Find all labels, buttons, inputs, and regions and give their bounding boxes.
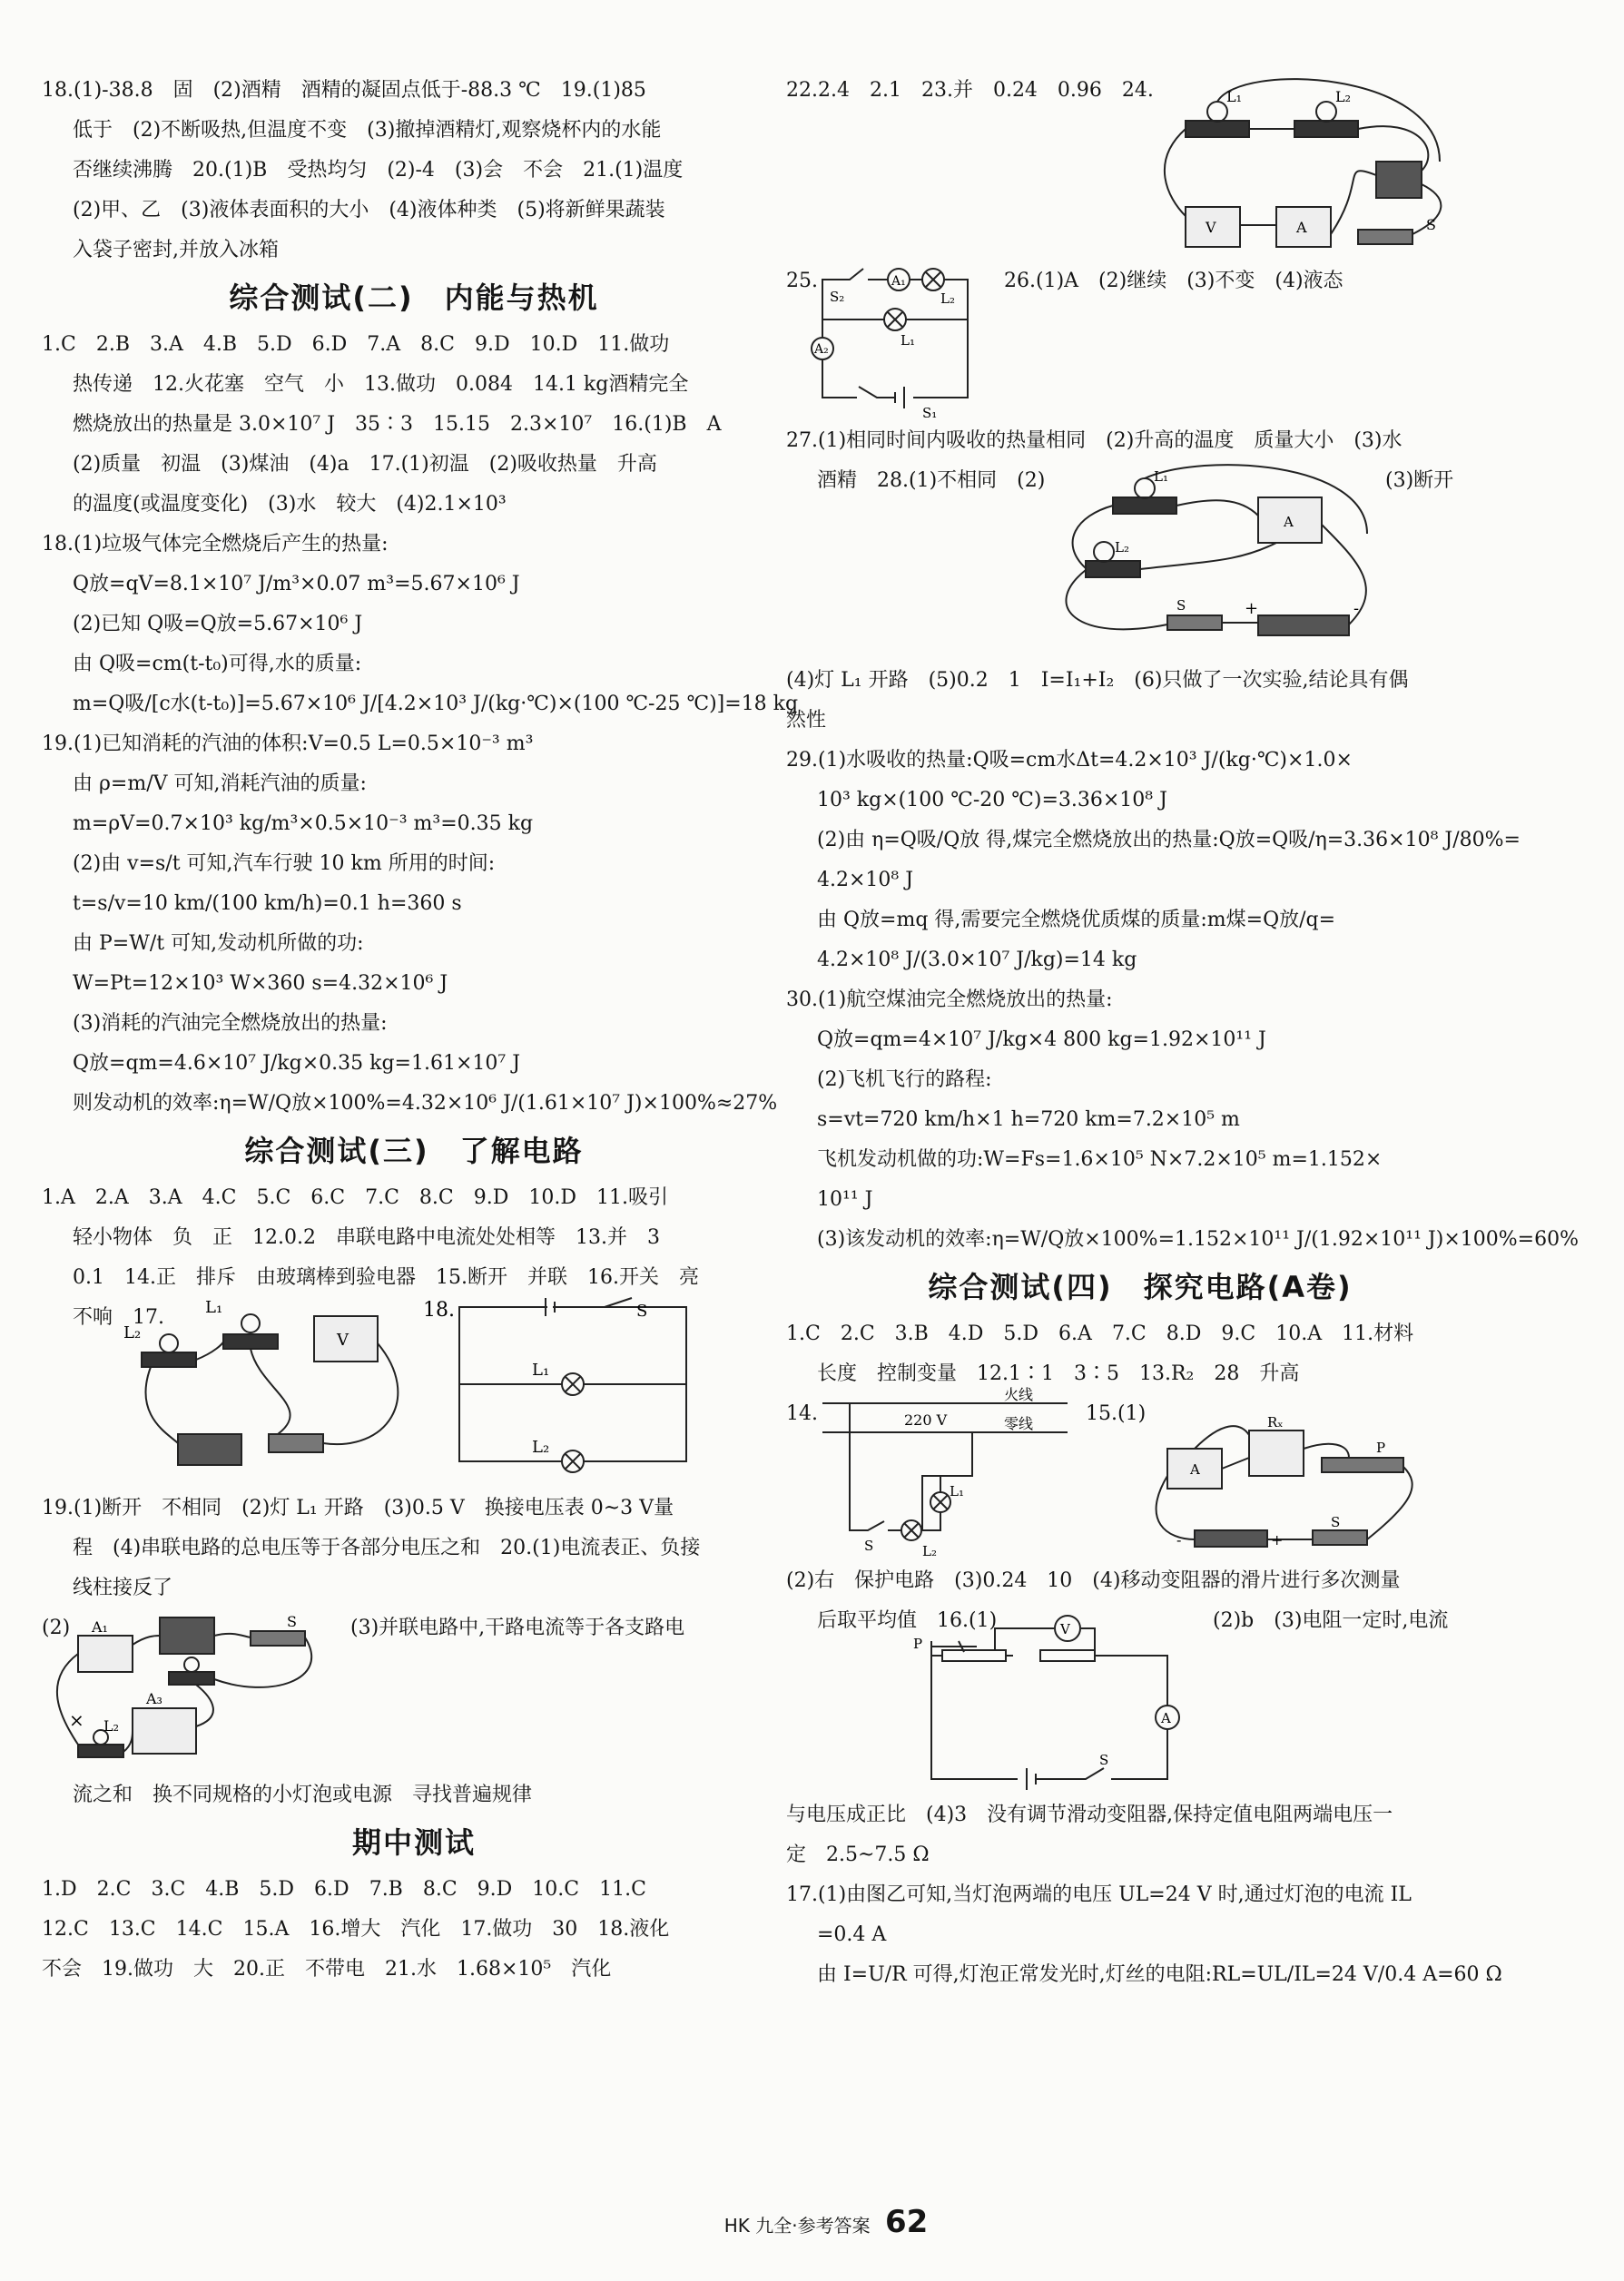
answer-line: (2)右 保护电路 (3)0.24 10 (4)移动变阻器的滑片进行多次测量 — [786, 1569, 1401, 1592]
answer-line: 流之和 换不同规格的小灯泡或电源 寻找普遍规律 — [73, 1784, 533, 1806]
answer-line: 不响 17. — [73, 1306, 164, 1329]
lamp-l2-label: L₂ — [103, 1717, 120, 1735]
formula-line: (2)由 η=Q吸/Q放 得,煤完全燃烧放出的热量:Q放=Q吸/η=3.36×10⁸ J/80%= — [817, 829, 1521, 851]
answer-line: 1.A 2.A 3.A 4.C 5.C 6.C 7.C 8.C 9.D 10.D 11.吸引 — [42, 1186, 668, 1209]
voltmeter-label: V — [1206, 219, 1216, 236]
answer-line: 0.1 14.正 排斥 由玻璃棒到验电器 15.断开 并联 16.开关 亮 — [73, 1266, 699, 1289]
figure-20 — [42, 1608, 786, 1775]
answer-line: 轻小物体 负 正 12.0.2 串联电路中电流处处相等 13.并 3 — [73, 1226, 660, 1249]
ammeter-label: A — [1284, 514, 1294, 530]
formula-line: =0.4 A — [817, 1923, 887, 1946]
lamp-l1-label: L₁ — [1226, 88, 1243, 105]
formula-line: m=Q吸/[c水(t-t₀)]=5.67×10⁶ J/[4.2×10³ J/(kg·℃)×(100 ℃-25 ℃)]=18 kg — [73, 693, 799, 715]
section-heading: 综合测试(三) 了解电路 — [244, 1134, 584, 1168]
answer-line: 17.(1)由图乙可知,当灯泡两端的电压 UL=24 V 时,通过灯泡的电流 IL — [786, 1883, 1412, 1906]
answer-line: 22.2.4 2.1 23.并 0.24 0.96 24. — [786, 79, 1154, 102]
answer-line: 的温度(或温度变化) (3)水 较大 (4)2.1×10³ — [73, 493, 507, 516]
figure-14-15 — [786, 1386, 1494, 1561]
answer-line: 燃烧放出的热量是 3.0×10⁷ J 35∶3 15.15 2.3×10⁷ 16.(1)B A — [73, 413, 722, 436]
plus-terminal: + — [1245, 599, 1259, 618]
answer-line: 与电压成正比 (4)3 没有调节滑动变阻器,保持定值电阻两端电压一 — [786, 1804, 1393, 1826]
answer-line: 18.(1)-38.8 固 (2)酒精 酒精的凝固点低于-88.3 ℃ 19.(1)85 — [42, 79, 646, 102]
formula-line: (2)已知 Q吸=Q放=5.67×10⁶ J — [73, 613, 363, 635]
left-column — [42, 71, 799, 1990]
switch-label: S — [1426, 216, 1436, 233]
formula-line: (3)消耗的汽油完全燃烧放出的热量: — [73, 1012, 388, 1035]
voltmeter-label: V — [337, 1331, 349, 1350]
answer-line: 后取平均值 16.(1) — [817, 1609, 998, 1632]
answer-line: (2)b (3)电阻一定时,电流 — [1213, 1609, 1449, 1632]
formula-line: Q放=qm=4.6×10⁷ J/kg×0.35 kg=1.61×10⁷ J — [73, 1052, 521, 1075]
answer-line: 19.(1)已知消耗的汽油的体积:V=0.5 L=0.5×10⁻³ m³ — [42, 732, 534, 755]
lamp-l2-label: L₂ — [940, 290, 955, 307]
formula-line: (3)该发动机的效率:η=W/Q放×100%=1.152×10¹¹ J/(1.92×10¹¹ J)×100%=60% — [817, 1228, 1579, 1251]
figure-25-26 — [786, 261, 1494, 421]
lamp-l1-label: L₁ — [205, 1298, 223, 1317]
ammeter-label: A — [1190, 1461, 1200, 1478]
voltmeter-label: V — [1060, 1621, 1070, 1637]
answer-line: 长度 控制变量 12.1∶1 3∶5 13.R₂ 28 升高 — [817, 1362, 1300, 1385]
break-mark: × — [69, 1709, 84, 1731]
question-number: 25. — [786, 270, 818, 292]
question-number: 18. — [423, 1299, 455, 1322]
page-number: 62 — [884, 2204, 929, 2240]
answer-line: (2)质量 初温 (3)煤油 (4)a 17.(1)初温 (2)吸收热量 升高 — [73, 453, 657, 476]
page-footer — [635, 2204, 1017, 2240]
circuit-figure-20 — [42, 1608, 341, 1775]
formula-line: Q放=qV=8.1×10⁷ J/m³×0.07 m³=5.67×10⁶ J — [73, 573, 520, 595]
lamp-l2-label: L₂ — [1335, 88, 1352, 105]
answer-line: 不会 19.做功 大 20.正 不带电 21.水 1.68×10⁵ 汽化 — [42, 1958, 612, 1981]
formula-line: 4.2×10⁸ J — [817, 869, 914, 891]
formula-line: 由 Q吸=cm(t-t₀)可得,水的质量: — [73, 653, 362, 675]
answer-line: (3)并联电路中,干路电流等于各支路电 — [350, 1617, 685, 1639]
answer-line: 程 (4)串联电路的总电压等于各部分电压之和 20.(1)电流表正、负接 — [73, 1537, 701, 1559]
switch-label: S — [1099, 1752, 1109, 1768]
switch-label: S — [636, 1302, 648, 1321]
lamp-l2-label: L₂ — [1115, 539, 1129, 556]
formula-line: (2)由 v=s/t 可知,汽车行驶 10 km 所用的时间: — [73, 852, 496, 875]
section-heading: 综合测试(二) 内能与热机 — [229, 280, 599, 315]
lamp-l2-label: L₂ — [922, 1543, 937, 1559]
switch-label: S — [1331, 1514, 1341, 1530]
neutral-wire-label: 零线 — [1004, 1415, 1034, 1432]
lamp-l1-label: L₁ — [1154, 468, 1168, 485]
formula-line: 由 I=U/R 可得,灯泡正常发光时,灯丝的电阻:RL=UL/IL=24 V/0.4 A=60 Ω — [817, 1963, 1502, 1986]
formula-line: 由 ρ=m/V 可知,消耗汽油的质量: — [73, 772, 367, 795]
answer-line: 26.(1)A (2)继续 (3)不变 (4)液态 — [1004, 270, 1343, 292]
formula-line: Q放=qm=4×10⁷ J/kg×4 800 kg=1.92×10¹¹ J — [817, 1028, 1266, 1051]
answer-line: 27.(1)相同时间内吸收的热量相同 (2)升高的温度 质量大小 (3)水 — [786, 429, 1403, 452]
lamp-l1-label: L₁ — [901, 332, 915, 349]
ammeter-label: A — [1296, 219, 1307, 236]
formula-line: 10¹¹ J — [817, 1188, 873, 1211]
answer-line: 酒精 28.(1)不相同 (2) — [817, 469, 1046, 492]
formula-line: W=Pt=12×10³ W×360 s=4.32×10⁶ J — [73, 972, 448, 995]
formula-line: 10³ kg×(100 ℃-20 ℃)=3.36×10⁸ J — [817, 789, 1167, 811]
answer-line: 19.(1)断开 不相同 (2)灯 L₁ 开路 (3)0.5 V 换接电压表 0~3 V量 — [42, 1497, 674, 1519]
answer-line: 12.C 13.C 14.C 15.A 16.增大 汽化 17.做功 30 18.液化 — [42, 1918, 670, 1941]
answer-line: 否继续沸腾 20.(1)B 受热均匀 (2)-4 (3)会 不会 21.(1)温度 — [73, 159, 684, 182]
minus-terminal: - — [1353, 599, 1360, 618]
formula-line: 由 Q放=mq 得,需要完全燃烧优质煤的质量:m煤=Q放/q= — [817, 909, 1336, 931]
figure-28 — [786, 461, 1494, 661]
switch-label: S — [287, 1613, 297, 1630]
lamp-l2-label: L₂ — [532, 1438, 550, 1457]
switch-s2-label: S₂ — [830, 289, 845, 305]
answer-line: 定 2.5~7.5 Ω — [786, 1843, 930, 1866]
formula-line: 4.2×10⁸ J/(3.0×10⁷ J/kg)=14 kg — [817, 949, 1137, 971]
answer-line: 1.C 2.C 3.B 4.D 5.D 6.A 7.C 8.D 9.C 10.A 11.材料 — [786, 1322, 1414, 1345]
live-wire-label: 火线 — [1004, 1386, 1034, 1403]
answer-line: 18.(1)垃圾气体完全燃烧后产生的热量: — [42, 533, 389, 556]
ammeter-a1-label: A₁ — [891, 274, 906, 289]
question-number: 15.(1) — [1086, 1402, 1147, 1425]
minus-terminal: - — [1176, 1531, 1182, 1549]
answer-line: 线柱接反了 — [73, 1577, 173, 1599]
lamp-l1-label: L₁ — [950, 1483, 964, 1499]
figure-22-24 — [786, 71, 1494, 261]
answer-line: (3)断开 — [1385, 469, 1454, 492]
question-number: (2) — [42, 1617, 71, 1639]
lamp-l2-label: L₂ — [123, 1323, 142, 1342]
formula-line: 则发动机的效率:η=W/Q放×100%=4.32×10⁶ J/(1.61×10⁷ J)×100%≈27% — [73, 1092, 778, 1115]
answer-line: 1.C 2.B 3.A 4.B 5.D 6.D 7.A 8.C 9.D 10.D 11.做功 — [42, 333, 670, 356]
right-column — [786, 71, 1579, 1995]
answer-line: (2)甲、乙 (3)液体表面积的大小 (4)液体种类 (5)将新鲜果蔬装 — [73, 199, 665, 221]
answer-line: 然性 — [786, 709, 827, 732]
figure-16 — [786, 1601, 1494, 1795]
answer-line: (4)灯 L₁ 开路 (5)0.2 1 I=I₁+I₂ (6)只做了一次实验,结论具有偶 — [786, 669, 1409, 692]
formula-line: t=s/v=10 km/(100 km/h)=0.1 h=360 s — [73, 892, 462, 915]
formula-line: 由 P=W/t 可知,发动机所做的功: — [73, 932, 364, 955]
section-heading: 期中测试 — [351, 1825, 476, 1860]
formula-line: m=ρV=0.7×10³ kg/m³×0.5×10⁻³ m³=0.35 kg — [73, 812, 534, 835]
ammeter-a1-label: A₁ — [92, 1618, 108, 1636]
formula-line: 飞机发动机做的功:W=Fs=1.6×10⁵ N×7.2×10⁵ m=1.152× — [817, 1148, 1383, 1171]
slider-label: P — [913, 1636, 923, 1652]
answer-line: 30.(1)航空煤油完全燃烧放出的热量: — [786, 988, 1113, 1011]
ammeter-label: A — [1161, 1710, 1171, 1726]
figure-17-18 — [42, 1298, 786, 1489]
switch-label: S — [864, 1538, 874, 1554]
ammeter-a3-label: A₃ — [146, 1690, 162, 1707]
formula-line: s=vt=720 km/h×1 h=720 km=7.2×10⁵ m — [817, 1108, 1240, 1131]
answer-line: 1.D 2.C 3.C 4.B 5.D 6.D 7.B 8.C 9.D 10.C 11.C — [42, 1878, 646, 1901]
ammeter-a2-label: A₂ — [814, 342, 829, 357]
question-number: 14. — [786, 1402, 818, 1425]
plus-terminal: + — [1271, 1531, 1284, 1549]
answer-line: 低于 (2)不断吸热,但温度不变 (3)撤掉酒精灯,观察烧杯内的水能 — [73, 119, 662, 142]
book-label: HK 九全·参考答案 — [723, 2215, 871, 2237]
answer-line: 热传递 12.火花塞 空气 小 13.做功 0.084 14.1 kg酒精完全 — [73, 373, 689, 396]
switch-label: S — [1176, 597, 1186, 614]
lamp-l1-label: L₁ — [532, 1361, 550, 1380]
answer-line: 入袋子密封,并放入冰箱 — [73, 239, 279, 261]
switch-s1-label: S₁ — [922, 405, 938, 421]
answer-line: 29.(1)水吸收的热量:Q吸=cm水Δt=4.2×10³ J/(kg·℃)×1.0× — [786, 749, 1353, 772]
slider-label: P — [1376, 1440, 1386, 1456]
section-heading: 综合测试(四) 探究电路(A卷) — [928, 1270, 1353, 1304]
resistor-label: Rₓ — [1267, 1414, 1284, 1431]
formula-line: (2)飞机飞行的路程: — [817, 1068, 992, 1091]
voltage-label: 220 V — [904, 1411, 948, 1429]
